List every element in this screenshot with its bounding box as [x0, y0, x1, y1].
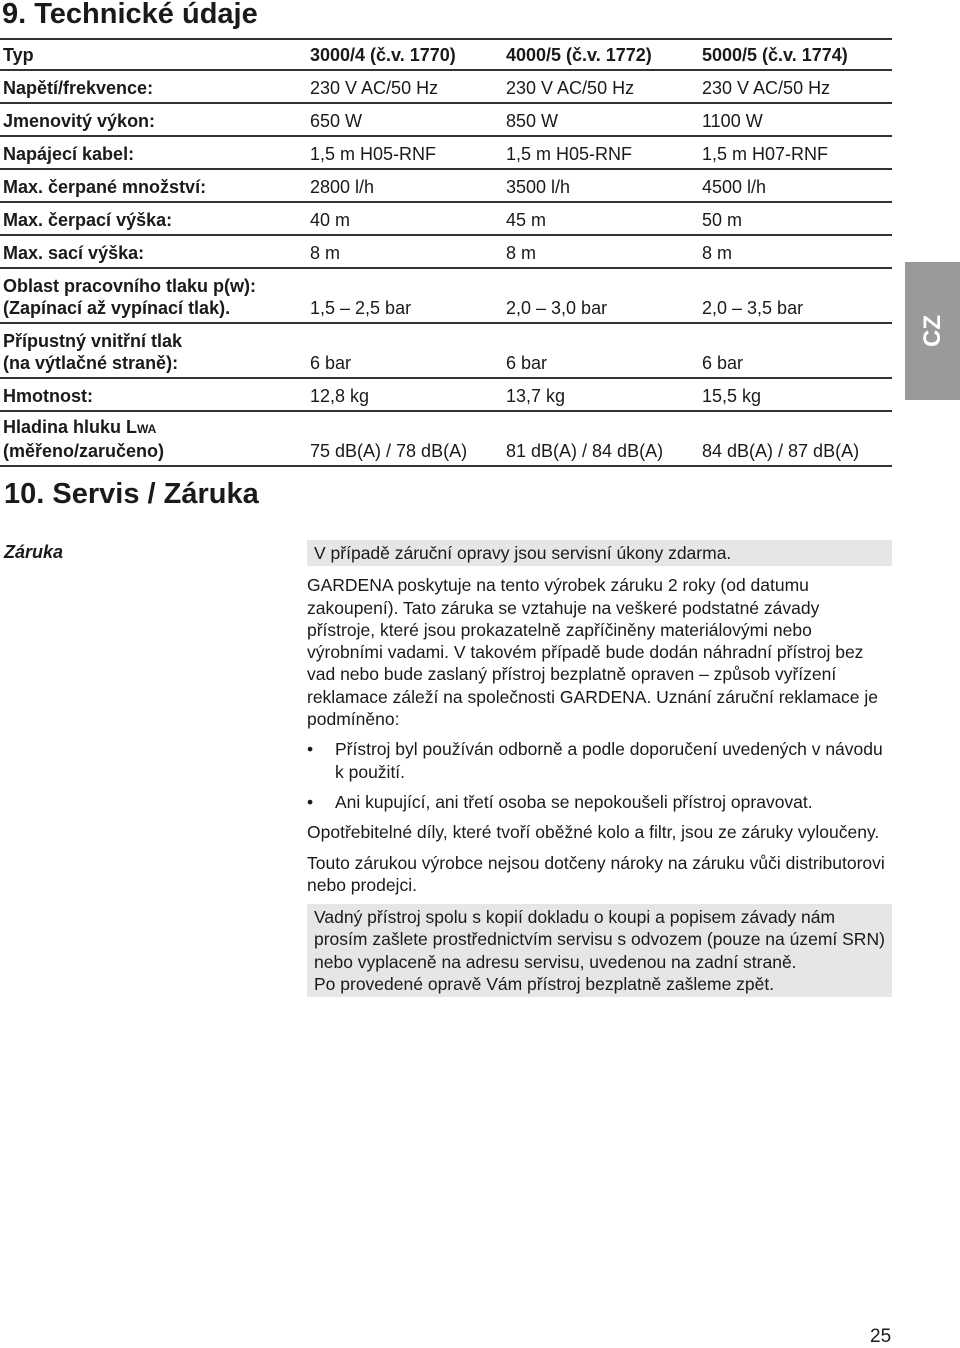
row-label: Max. čerpací výška:	[0, 202, 307, 235]
table-row	[0, 136, 892, 169]
cell: 230 V AC/50 Hz	[503, 70, 699, 103]
section-9-title: 9. Technické údaje	[2, 0, 258, 30]
warranty-conditions-list	[307, 738, 892, 813]
header-cell: 5000/5 (č.v. 1774)	[699, 39, 892, 70]
cell: 1100 W	[699, 103, 892, 136]
header-cell: 3000/4 (č.v. 1770)	[307, 39, 503, 70]
row-label: Napětí/frekvence:	[0, 70, 307, 103]
cell: 1,5 m H07-RNF	[699, 136, 892, 169]
table-row	[0, 103, 892, 136]
cell: 1,5 m H05-RNF	[503, 136, 699, 169]
cell: 2800 l/h	[307, 169, 503, 202]
row-label-line2: (na výtlačné straně):	[3, 353, 179, 373]
header-cell: 4000/5 (č.v. 1772)	[503, 39, 699, 70]
table-row	[0, 268, 892, 323]
table-row	[0, 70, 892, 103]
list-item-text: Ani kupující, ani třetí osoba se nepokoušeli přístroj opravovat.	[335, 791, 813, 812]
list-item-text: Přístroj byl používán odborně a podle doporučení uvedených v návodu k použití.	[335, 739, 883, 782]
table-row	[0, 169, 892, 202]
section-10-title: 10. Servis / Záruka	[4, 478, 259, 510]
page-number: 25	[870, 1326, 892, 1347]
cell: 1,5 – 2,5 bar	[307, 268, 503, 323]
row-label: Jmenovitý výkon:	[0, 103, 307, 136]
row-label	[0, 268, 307, 323]
row-label-line1	[3, 416, 307, 440]
cell: 8 m	[699, 235, 892, 268]
cell: 45 m	[503, 202, 699, 235]
bullet-icon: •	[307, 739, 314, 760]
warranty-highlight-2	[307, 904, 892, 997]
table-row	[0, 235, 892, 268]
label-text: Hladina hluku L	[3, 417, 138, 437]
header-cell: Typ	[0, 39, 307, 70]
row-label-line1: Přípustný vnitřní tlak	[3, 331, 183, 351]
bullet-icon: •	[307, 791, 314, 812]
cell: 50 m	[699, 202, 892, 235]
cell: 3500 l/h	[503, 169, 699, 202]
cell: 1,5 m H05-RNF	[307, 136, 503, 169]
table-row	[0, 411, 892, 466]
list-item	[307, 791, 892, 813]
cell: 75 dB(A) / 78 dB(A)	[307, 411, 503, 466]
cell: 8 m	[503, 235, 699, 268]
cell: 650 W	[307, 103, 503, 136]
list-item	[307, 738, 892, 783]
warranty-paragraph: Opotřebitelné díly, které tvoří oběžné kolo a filtr, jsou ze záruky vyloučeny.	[307, 822, 880, 843]
row-label	[0, 411, 307, 466]
cell: 13,7 kg	[503, 378, 699, 411]
cell: 84 dB(A) / 87 dB(A)	[699, 411, 892, 466]
row-label-line1: Oblast pracovního tlaku p(w):	[3, 276, 257, 296]
row-label: Napájecí kabel:	[0, 136, 307, 169]
table-row	[0, 378, 892, 411]
cell: 230 V AC/50 Hz	[699, 70, 892, 103]
language-tab-label: CZ	[918, 315, 946, 347]
warranty-paragraph: GARDENA poskytuje na tento výrobek záruku 2 roky (od datumu zakoupení). Tato záruka se vztahuje na veškeré podstatné závady přístroje, které jsou prokazatelně zapříčiněny materiálovými nebo výrobními vadami. V takovém případě bude dodán náhradní přístroj bez vad nebo bude zaslaný přístroj bezplatně opraven – způsob vyřízení reklamace záleží na společnosti GARDENA. Uznání záruční reklamace je podmíněno:	[307, 575, 878, 730]
row-label-line2: (Zapínací až vypínací tlak).	[3, 298, 231, 318]
cell: 2,0 – 3,0 bar	[503, 268, 699, 323]
cell: 2,0 – 3,5 bar	[699, 268, 892, 323]
cell: 850 W	[503, 103, 699, 136]
warranty-paragraph: Vadný přístroj spolu s kopií dokladu o koupi a popisem závady nám prosím zašlete prostřednictvím servisu s odvozem (pouze na území SRN) nebo vyplaceně na adresu servisu, uvedenou na zadní straně.	[314, 907, 885, 972]
cell: 6 bar	[699, 323, 892, 378]
language-tab	[905, 262, 960, 400]
row-label: Hmotnost:	[0, 378, 307, 411]
cell: 12,8 kg	[307, 378, 503, 411]
cell: 15,5 kg	[699, 378, 892, 411]
table-header-row	[0, 39, 892, 70]
cell: 40 m	[307, 202, 503, 235]
technical-data-table	[0, 38, 892, 467]
row-label: Max. čerpané množství:	[0, 169, 307, 202]
warranty-paragraph: Touto zárukou výrobce nejsou dotčeny nároky na záruku vůči distributorovi nebo prodejci.	[307, 852, 885, 895]
table-row	[0, 202, 892, 235]
warranty-side-label: Záruka	[4, 542, 64, 562]
row-label-line2: (měřeno/zaručeno)	[3, 441, 165, 461]
table-row	[0, 323, 892, 378]
cell: 4500 l/h	[699, 169, 892, 202]
cell: 230 V AC/50 Hz	[307, 70, 503, 103]
warranty-text	[307, 540, 892, 997]
cell: 81 dB(A) / 84 dB(A)	[503, 411, 699, 466]
cell: 6 bar	[307, 323, 503, 378]
warranty-paragraph: Po provedené opravě Vám přístroj bezplatně zašleme zpět.	[314, 974, 775, 995]
row-label	[0, 323, 307, 378]
cell: 8 m	[307, 235, 503, 268]
warranty-highlight-1: V případě záruční opravy jsou servisní úkony zdarma.	[307, 540, 892, 566]
cell: 6 bar	[503, 323, 699, 378]
label-subscript: WA	[137, 422, 157, 436]
row-label: Max. sací výška:	[0, 235, 307, 268]
